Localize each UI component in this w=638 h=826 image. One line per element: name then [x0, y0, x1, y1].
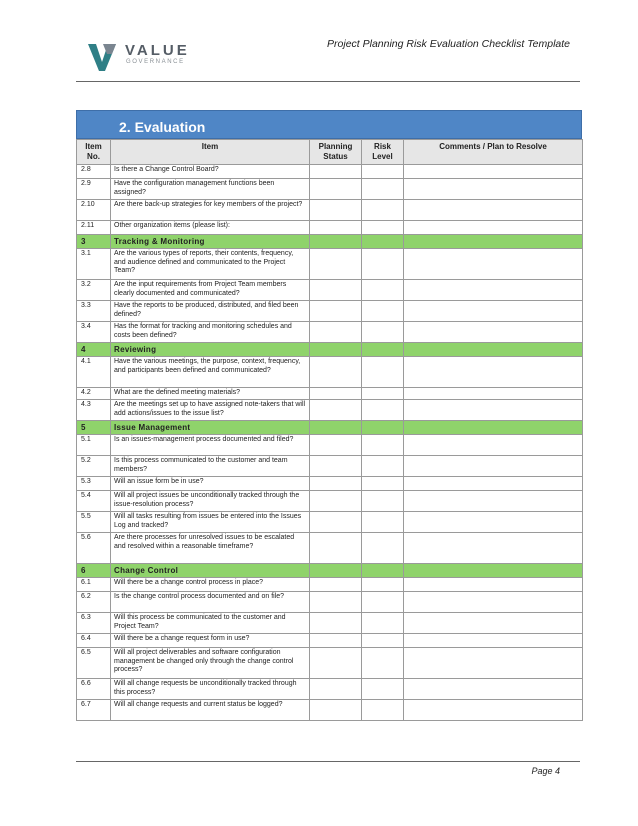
table-row	[77, 634, 583, 648]
comments-cell[interactable]	[404, 700, 583, 721]
item-text: Have the reports to be produced, distributed, and filed been defined?	[111, 301, 310, 322]
category-row	[77, 235, 583, 249]
risk-level-cell	[362, 564, 404, 578]
item-text: Will all change requests be unconditionally tracked through this process?	[111, 679, 310, 700]
table-row	[77, 388, 583, 400]
planning-status-cell[interactable]	[310, 221, 362, 235]
planning-status-cell[interactable]	[310, 578, 362, 592]
planning-status-cell[interactable]	[310, 435, 362, 456]
comments-cell[interactable]	[404, 613, 583, 634]
risk-level-cell	[362, 421, 404, 435]
section-header	[76, 110, 582, 139]
comments-cell[interactable]	[404, 634, 583, 648]
risk-level-cell[interactable]	[362, 491, 404, 512]
item-text: Will all project deliverables and software configuration management be changed only through the change control process?	[111, 648, 310, 679]
planning-status-cell[interactable]	[310, 613, 362, 634]
item-number: 3.4	[77, 322, 111, 343]
planning-status-cell[interactable]	[310, 477, 362, 491]
item-number: 3.1	[77, 249, 111, 280]
comments-cell[interactable]	[404, 491, 583, 512]
table-row	[77, 301, 583, 322]
planning-status-cell[interactable]	[310, 679, 362, 700]
risk-level-cell[interactable]	[362, 249, 404, 280]
risk-level-cell[interactable]	[362, 679, 404, 700]
item-number: 5	[77, 421, 111, 435]
item-number: 6.6	[77, 679, 111, 700]
comments-cell[interactable]	[404, 456, 583, 477]
risk-level-cell[interactable]	[362, 477, 404, 491]
item-number: 6.5	[77, 648, 111, 679]
planning-status-cell[interactable]	[310, 456, 362, 477]
logo-brand: VALUE	[125, 42, 190, 59]
comments-cell[interactable]	[404, 221, 583, 235]
item-number: 4.1	[77, 357, 111, 388]
risk-level-cell[interactable]	[362, 592, 404, 613]
comments-cell[interactable]	[404, 388, 583, 400]
table-row	[77, 491, 583, 512]
risk-level-cell[interactable]	[362, 512, 404, 533]
table-row	[77, 200, 583, 221]
planning-status-cell	[310, 564, 362, 578]
comments-cell[interactable]	[404, 400, 583, 421]
planning-status-cell[interactable]	[310, 648, 362, 679]
col-header-comments: Comments / Plan to Resolve	[404, 140, 583, 165]
table-row	[77, 456, 583, 477]
table-row	[77, 578, 583, 592]
section-title: 2. Evaluation	[119, 119, 206, 135]
item-number: 6.4	[77, 634, 111, 648]
item-text: Is there a Change Control Board?	[111, 165, 310, 179]
item-number: 4.2	[77, 388, 111, 400]
risk-level-cell[interactable]	[362, 400, 404, 421]
item-number: 2.8	[77, 165, 111, 179]
table-row	[77, 400, 583, 421]
comments-cell[interactable]	[404, 301, 583, 322]
risk-level-cell[interactable]	[362, 165, 404, 179]
planning-status-cell[interactable]	[310, 200, 362, 221]
comments-cell[interactable]	[404, 179, 583, 200]
item-number: 3	[77, 235, 111, 249]
planning-status-cell[interactable]	[310, 388, 362, 400]
col-header-planning-status: Planning Status	[310, 140, 362, 165]
risk-level-cell[interactable]	[362, 179, 404, 200]
planning-status-cell[interactable]	[310, 301, 362, 322]
table-row	[77, 221, 583, 235]
item-text: Are there back-up strategies for key members of the project?	[111, 200, 310, 221]
planning-status-cell[interactable]	[310, 592, 362, 613]
comments-cell[interactable]	[404, 512, 583, 533]
item-text: Are there processes for unresolved issues to be escalated and resolved within a reasonable timeframe?	[111, 533, 310, 564]
table-row	[77, 613, 583, 634]
page-number: Page 4	[531, 766, 560, 776]
company-logo	[86, 40, 196, 74]
risk-level-cell	[362, 343, 404, 357]
planning-status-cell[interactable]	[310, 179, 362, 200]
planning-status-cell[interactable]	[310, 400, 362, 421]
table-row	[77, 322, 583, 343]
col-header-item: Item	[111, 140, 310, 165]
comments-cell[interactable]	[404, 533, 583, 564]
risk-level-cell[interactable]	[362, 322, 404, 343]
item-text: Have the configuration management functions been assigned?	[111, 179, 310, 200]
col-header-risk-level: Risk Level	[362, 140, 404, 165]
risk-level-cell[interactable]	[362, 456, 404, 477]
risk-level-cell[interactable]	[362, 388, 404, 400]
category-title: Reviewing	[111, 343, 310, 357]
risk-level-cell[interactable]	[362, 301, 404, 322]
item-number: 6	[77, 564, 111, 578]
header-divider	[76, 81, 580, 82]
value-governance-logo-icon	[86, 40, 120, 74]
item-number: 6.1	[77, 578, 111, 592]
risk-level-cell[interactable]	[362, 200, 404, 221]
risk-level-cell[interactable]	[362, 357, 404, 388]
risk-level-cell[interactable]	[362, 435, 404, 456]
comments-cell[interactable]	[404, 679, 583, 700]
comments-cell[interactable]	[404, 280, 583, 301]
planning-status-cell[interactable]	[310, 165, 362, 179]
comments-cell[interactable]	[404, 249, 583, 280]
item-number: 5.2	[77, 456, 111, 477]
planning-status-cell[interactable]	[310, 700, 362, 721]
item-number: 5.6	[77, 533, 111, 564]
item-text: Will there be a change control process in place?	[111, 578, 310, 592]
comments-cell	[404, 564, 583, 578]
comments-cell[interactable]	[404, 477, 583, 491]
footer-divider	[76, 761, 580, 762]
comments-cell[interactable]	[404, 357, 583, 388]
category-row	[77, 421, 583, 435]
category-title: Change Control	[111, 564, 310, 578]
item-number: 6.7	[77, 700, 111, 721]
item-number: 5.3	[77, 477, 111, 491]
item-text: Will this process be communicated to the customer and Project Team?	[111, 613, 310, 634]
table-row	[77, 512, 583, 533]
item-number: 2.11	[77, 221, 111, 235]
planning-status-cell[interactable]	[310, 533, 362, 564]
risk-level-cell[interactable]	[362, 578, 404, 592]
risk-level-cell[interactable]	[362, 533, 404, 564]
item-number: 2.9	[77, 179, 111, 200]
table-row	[77, 280, 583, 301]
comments-cell[interactable]	[404, 435, 583, 456]
planning-status-cell[interactable]	[310, 634, 362, 648]
item-number: 3.2	[77, 280, 111, 301]
planning-status-cell[interactable]	[310, 280, 362, 301]
table-header-row	[77, 140, 583, 165]
item-text: Are the various types of reports, their contents, frequency, and audience defined and communicated to the Project Team?	[111, 249, 310, 280]
item-number: 6.3	[77, 613, 111, 634]
table-row	[77, 533, 583, 564]
item-number: 5.4	[77, 491, 111, 512]
risk-level-cell[interactable]	[362, 280, 404, 301]
item-number: 6.2	[77, 592, 111, 613]
item-number: 2.10	[77, 200, 111, 221]
checklist-table	[76, 139, 583, 721]
comments-cell	[404, 421, 583, 435]
item-text: Will an issue form be in use?	[111, 477, 310, 491]
risk-level-cell[interactable]	[362, 221, 404, 235]
table-row	[77, 679, 583, 700]
table-row	[77, 592, 583, 613]
planning-status-cell[interactable]	[310, 491, 362, 512]
item-text: Has the format for tracking and monitoring schedules and costs been defined?	[111, 322, 310, 343]
comments-cell[interactable]	[404, 200, 583, 221]
planning-status-cell[interactable]	[310, 322, 362, 343]
planning-status-cell[interactable]	[310, 357, 362, 388]
comments-cell	[404, 343, 583, 357]
comments-cell[interactable]	[404, 322, 583, 343]
risk-level-cell[interactable]	[362, 613, 404, 634]
risk-level-cell[interactable]	[362, 634, 404, 648]
item-number: 5.1	[77, 435, 111, 456]
item-text: Will there be a change request form in use?	[111, 634, 310, 648]
comments-cell[interactable]	[404, 165, 583, 179]
col-header-item-no: Item No.	[77, 140, 111, 165]
logo-subtitle: GOVERNANCE	[126, 59, 185, 65]
item-text: Have the various meetings, the purpose, context, frequency, and participants been defined and communicated?	[111, 357, 310, 388]
planning-status-cell	[310, 235, 362, 249]
document-title: Project Planning Risk Evaluation Checklist Template	[327, 38, 570, 50]
table-row	[77, 648, 583, 679]
table-row	[77, 179, 583, 200]
item-text: Is this process communicated to the customer and team members?	[111, 456, 310, 477]
comments-cell[interactable]	[404, 592, 583, 613]
category-title: Tracking & Monitoring	[111, 235, 310, 249]
item-text: Is an issues-management process documented and filed?	[111, 435, 310, 456]
risk-level-cell[interactable]	[362, 648, 404, 679]
item-text: Are the input requirements from Project Team members clearly documented and communicated?	[111, 280, 310, 301]
risk-level-cell[interactable]	[362, 700, 404, 721]
planning-status-cell[interactable]	[310, 249, 362, 280]
category-row	[77, 564, 583, 578]
table-row	[77, 249, 583, 280]
table-row	[77, 357, 583, 388]
table-row	[77, 435, 583, 456]
item-number: 4	[77, 343, 111, 357]
table-row	[77, 700, 583, 721]
table-row	[77, 477, 583, 491]
item-text: Are the meetings set up to have assigned note-takers that will add actions/issues to the issue list?	[111, 400, 310, 421]
table-row	[77, 165, 583, 179]
item-text: What are the defined meeting materials?	[111, 388, 310, 400]
planning-status-cell	[310, 421, 362, 435]
item-number: 5.5	[77, 512, 111, 533]
item-number: 3.3	[77, 301, 111, 322]
risk-level-cell	[362, 235, 404, 249]
item-number: 4.3	[77, 400, 111, 421]
planning-status-cell[interactable]	[310, 512, 362, 533]
item-text: Is the change control process documented and on file?	[111, 592, 310, 613]
comments-cell	[404, 235, 583, 249]
comments-cell[interactable]	[404, 648, 583, 679]
category-title: Issue Management	[111, 421, 310, 435]
comments-cell[interactable]	[404, 578, 583, 592]
item-text: Will all project issues be unconditionally tracked through the issue-resolution process?	[111, 491, 310, 512]
item-text: Other organization items (please list):	[111, 221, 310, 235]
item-text: Will all tasks resulting from issues be entered into the Issues Log and tracked?	[111, 512, 310, 533]
planning-status-cell	[310, 343, 362, 357]
category-row	[77, 343, 583, 357]
item-text: Will all change requests and current status be logged?	[111, 700, 310, 721]
